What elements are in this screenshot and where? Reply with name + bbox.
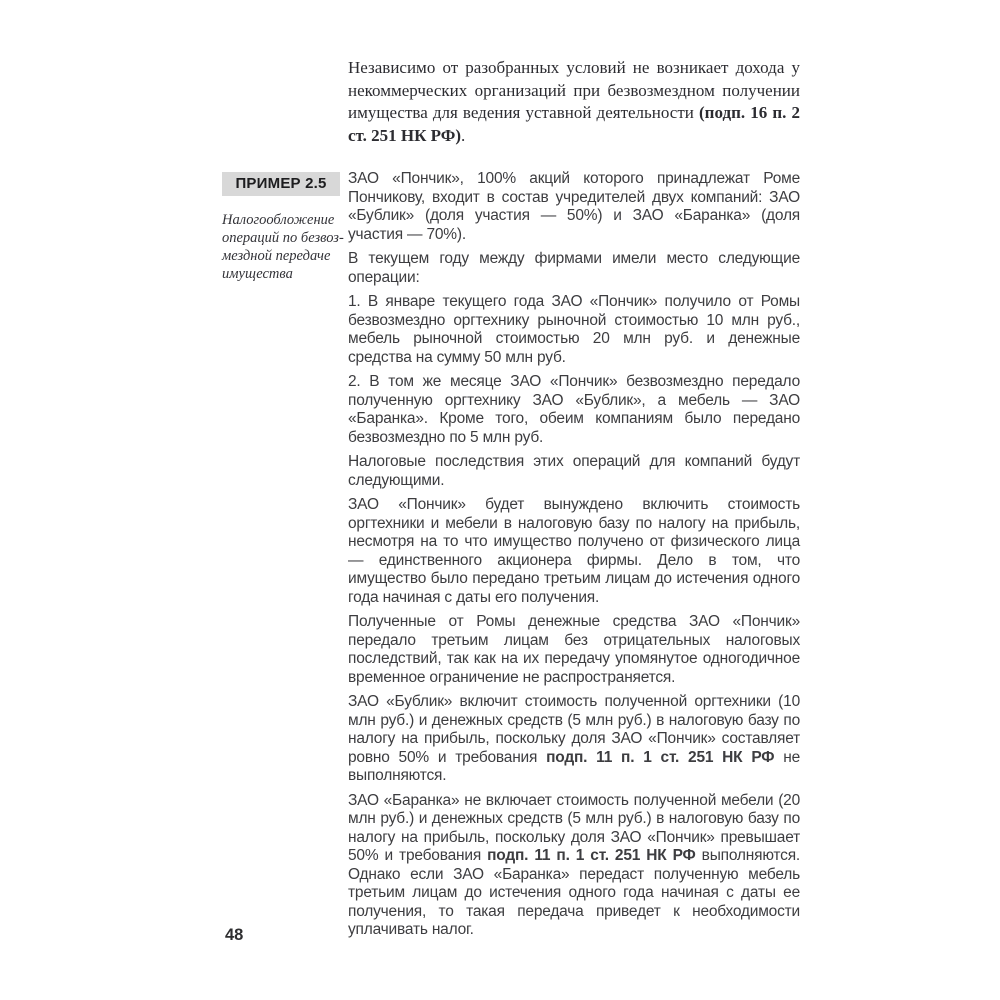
text-run: не выполняются.	[348, 748, 800, 784]
text-run: ЗАО «Бублик» включит стоимость полученной оргтехники (10 млн руб.) и денежных средств (5 млн руб.) в налоговую базу по налогу на прибыль, поскольку доля ЗАО «Пончик» составляет ровно 50% и требования	[348, 693, 800, 766]
example-paragraph	[348, 170, 800, 244]
text-run: Полученные от Ромы денежные средства ЗАО «Пончик» передало третьим лицам без отрицательных налоговых последствий, так как на их передачу упомянутое одногодичное временное ограничение не распространяется.	[348, 613, 800, 686]
text-run: ЗАО «Пончик» будет вынуждено включить стоимость оргтехники и мебели в налоговую базу по налогу на прибыль, несмотря на то что имущество получено от физического лица — единственного акционера фирмы. Дело в том, что имущество было передано третьим лицам до истечения одного года начиная с даты его получения.	[348, 496, 800, 606]
text-run: ЗАО «Пончик», 100% акций которого принадлежат Роме Пончикову, входит в состав учредителей двух компаний: ЗАО «Бублик» (доля участия — 50%) и ЗАО «Баранка» (доля участия — 70%).	[348, 170, 800, 243]
text-run: Налоговые последствия этих операций для компаний будут следующими.	[348, 453, 800, 489]
example-paragraph	[348, 250, 800, 287]
example-paragraph	[348, 693, 800, 786]
text-run: выполняются. Однако если ЗАО «Баранка» передаст полученную мебель третьим лицам до истечения одного года начиная с даты ее получения, то такая передача приведет к необходимости уплачивать налог.	[348, 847, 800, 938]
text-run: Независимо от разобранных условий не возникает дохода у некоммерческих организаций при безвозмездном получении имущества для ведения уставной деятельности	[348, 58, 800, 122]
example-paragraph	[348, 613, 800, 687]
example-paragraph	[348, 293, 800, 367]
bold-text-run: (подп. 16 п. 2 ст. 251 НК РФ)	[348, 103, 801, 145]
intro-paragraph	[348, 57, 800, 147]
page-number: 48	[225, 926, 244, 944]
bold-text-run: подп. 11 п. 1 ст. 251 НК РФ	[487, 847, 696, 864]
text-run: .	[461, 125, 466, 145]
bold-text-run: подп. 11 п. 1 ст. 251 НК РФ	[546, 748, 775, 766]
example-sidebar-note: Налогообложение операций по безвоз- мездной передаче имущества	[222, 212, 344, 282]
text-run: ЗАО «Баранка» не включает стоимость полученной мебели (20 млн руб.) и денежных средств (5 млн руб.) в налоговую базу по налогу на прибыль, поскольку доля ЗАО «Пончик» превышает 50% и требования	[348, 791, 800, 864]
example-paragraph	[348, 373, 800, 447]
example-paragraph	[348, 792, 800, 940]
text-run: 1. В январе текущего года ЗАО «Пончик» получило от Ромы безвозмездно оргтехнику рыночной стоимостью 10 млн руб., мебель рыночной стоимостью 20 млн руб. и денежные средства на сумму 50 млн руб.	[348, 293, 800, 366]
example-sidebar	[222, 172, 344, 283]
text-run: В текущем году между фирмами имели место следующие операции:	[348, 250, 800, 286]
example-label-badge: ПРИМЕР 2.5	[222, 172, 340, 196]
example-body	[348, 170, 800, 946]
text-run: 2. В том же месяце ЗАО «Пончик» безвозмездно передало полученную оргтехнику ЗАО «Бублик», а мебель — ЗАО «Баранка». Кроме того, обеим компаниям было передано безвозмездно по 5 млн руб.	[348, 373, 800, 446]
example-paragraph	[348, 496, 800, 607]
example-paragraph	[348, 453, 800, 490]
